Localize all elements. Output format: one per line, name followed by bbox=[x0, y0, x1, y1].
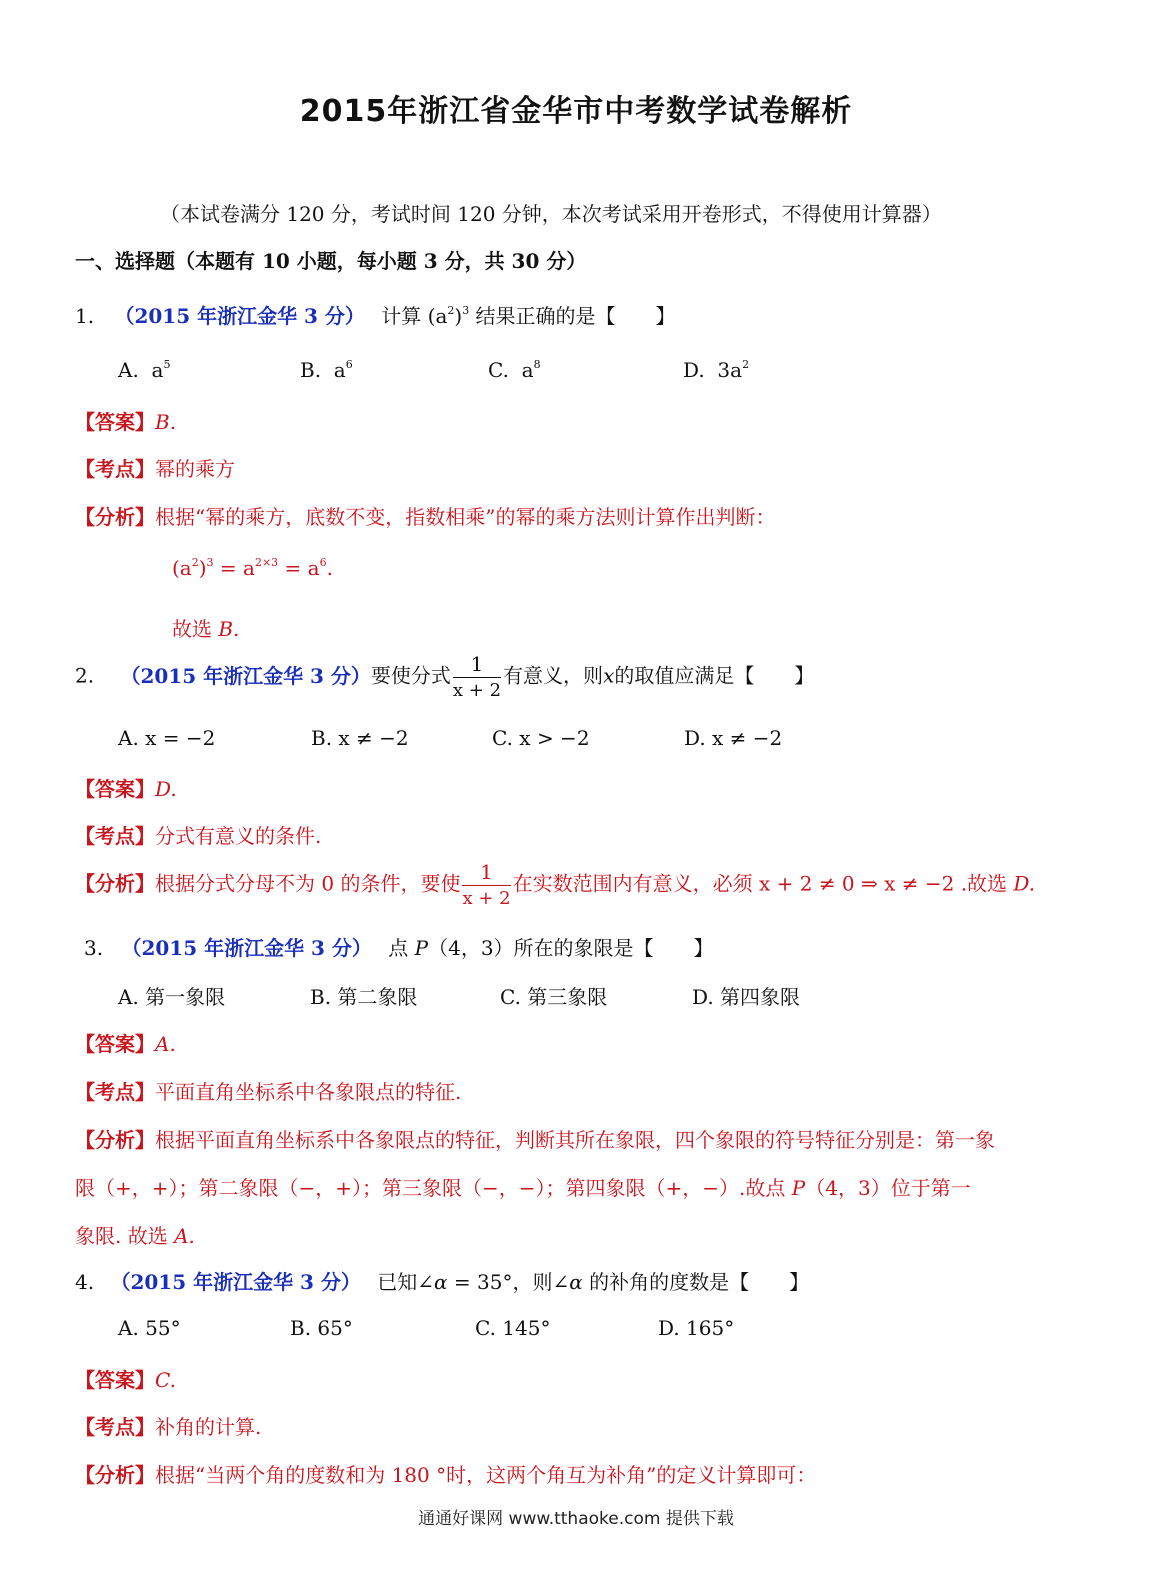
superscript: 8 bbox=[533, 358, 541, 371]
answer-tag: 【答案】 bbox=[75, 1032, 155, 1056]
answer-value: C. bbox=[155, 1368, 176, 1392]
question-4-stem bbox=[75, 1266, 809, 1295]
point-text: 补角的计算. bbox=[155, 1415, 262, 1439]
point-line bbox=[75, 1076, 461, 1105]
superscript: 2 bbox=[447, 304, 455, 317]
answer-line bbox=[75, 406, 176, 435]
point-tag: 【考点】 bbox=[75, 824, 155, 848]
question-1-stem bbox=[75, 300, 676, 329]
fraction-numerator: 1 bbox=[453, 654, 501, 678]
variable: x bbox=[603, 663, 615, 688]
option-label: B. bbox=[300, 358, 322, 382]
question-source: （2015 年浙江金华 3 分） bbox=[114, 304, 365, 328]
formula-text: = a bbox=[213, 556, 255, 580]
superscript: 2 bbox=[742, 358, 750, 371]
analysis-choice: D. bbox=[1013, 871, 1036, 896]
stem-text: 已知∠ bbox=[377, 1270, 435, 1294]
analysis-text: 根据“当两个角的度数和为 180 °时，这两个角互为补角”的定义计算即可： bbox=[155, 1463, 817, 1487]
analysis-line bbox=[75, 862, 1035, 908]
variable: P bbox=[414, 936, 429, 960]
analysis-text: 根据“幂的乘方，底数不变，指数相乘”的幂的乘方法则计算作出判断： bbox=[155, 505, 776, 529]
answer-tag: 【答案】 bbox=[75, 777, 155, 801]
option-c bbox=[488, 358, 541, 382]
answer-tag: 【答案】 bbox=[75, 1368, 155, 1392]
variable: α bbox=[569, 1270, 583, 1294]
answer-tag: 【答案】 bbox=[75, 410, 155, 434]
option-label: A. bbox=[118, 358, 139, 382]
question-source: （2015 年浙江金华 3 分） bbox=[121, 936, 372, 960]
page-footer: 通通好课网 www.tthaoke.com 提供下载 bbox=[418, 1509, 734, 1529]
stem-text: 结果正确的是【 】 bbox=[469, 304, 676, 328]
section-heading: 一、选择题（本题有 10 小题，每小题 3 分，共 30 分） bbox=[75, 249, 587, 273]
option-b: B. 第二象限 bbox=[310, 985, 418, 1009]
work-formula bbox=[172, 556, 333, 580]
point-text: 幂的乘方 bbox=[155, 457, 235, 481]
fraction bbox=[462, 862, 510, 908]
option-a: A. x = −2 bbox=[118, 726, 216, 750]
stem-text: （4，3）所在的象限是【 】 bbox=[428, 936, 714, 960]
answer-value: B. bbox=[155, 410, 177, 434]
analysis-tag: 【分析】 bbox=[75, 505, 155, 529]
analysis-text: 在实数范围内有意义，必须 x + 2 ≠ 0 ⇒ x ≠ −2 .故选 bbox=[512, 871, 1014, 896]
superscript: 6 bbox=[345, 358, 353, 371]
answer-line bbox=[75, 773, 177, 802]
question-source: （2015 年浙江金华 3 分） bbox=[120, 663, 371, 688]
analysis-line bbox=[75, 1124, 995, 1153]
formula-text: = a bbox=[278, 556, 320, 580]
point-line bbox=[75, 453, 235, 482]
answer-line bbox=[75, 1364, 176, 1393]
stem-text: ) bbox=[454, 304, 463, 328]
question-3-stem bbox=[84, 932, 714, 961]
fraction bbox=[453, 654, 501, 700]
analysis-choice: A. bbox=[174, 1224, 195, 1248]
answer-line bbox=[75, 1028, 176, 1057]
point-tag: 【考点】 bbox=[75, 1415, 155, 1439]
analysis-text: 根据平面直角坐标系中各象限点的特征，判断其所在象限，四个象限的符号特征分别是：第一象 bbox=[155, 1128, 995, 1152]
option-d: D. x ≠ −2 bbox=[684, 726, 783, 750]
point-text: 分式有意义的条件. bbox=[155, 824, 322, 848]
option-label: D. bbox=[683, 358, 705, 382]
superscript: 3 bbox=[206, 556, 214, 569]
point-line bbox=[75, 1411, 261, 1440]
analysis-text: 根据分式分母不为 0 的条件，要使 bbox=[155, 871, 461, 896]
option-c: C. 第三象限 bbox=[500, 985, 608, 1009]
option-value: a bbox=[333, 358, 346, 382]
variable: P bbox=[791, 1176, 806, 1200]
option-d: D. 165° bbox=[658, 1316, 735, 1340]
analysis-line-3 bbox=[75, 1220, 195, 1249]
superscript: 6 bbox=[319, 556, 327, 569]
formula-text: (a bbox=[172, 556, 192, 580]
option-d bbox=[683, 358, 749, 382]
analysis-line bbox=[75, 1459, 816, 1488]
analysis-text: （4，3）位于第一 bbox=[805, 1176, 971, 1200]
option-c: C. x > −2 bbox=[492, 726, 590, 750]
stem-text: 的补角的度数是【 】 bbox=[582, 1270, 810, 1294]
option-b bbox=[300, 358, 353, 382]
option-value: a bbox=[521, 358, 534, 382]
point-line bbox=[75, 820, 321, 849]
fraction-denominator: x + 2 bbox=[452, 680, 502, 701]
question-number: 1. bbox=[75, 304, 95, 328]
option-d: D. 第四象限 bbox=[692, 985, 801, 1009]
exam-note: （本试卷满分 120 分，考试时间 120 分钟，本次考试采用开卷形式，不得使用计算器） bbox=[160, 202, 942, 226]
analysis-text: 象限. 故选 bbox=[75, 1224, 175, 1248]
option-label: C. bbox=[488, 358, 509, 382]
point-tag: 【考点】 bbox=[75, 1080, 155, 1104]
stem-text: 的取值应满足【 】 bbox=[614, 663, 815, 688]
stem-text: 要使分式 bbox=[370, 663, 451, 688]
stem-text: 计算 (a bbox=[381, 304, 448, 328]
superscript: 2×3 bbox=[254, 556, 279, 569]
stem-text: 有意义，则 bbox=[503, 663, 604, 688]
stem-text: = 35°，则∠ bbox=[447, 1270, 570, 1294]
option-c: C. 145° bbox=[475, 1316, 551, 1340]
option-a: A. 第一象限 bbox=[118, 985, 226, 1009]
analysis-line-2 bbox=[75, 1172, 971, 1201]
point-text: 平面直角坐标系中各象限点的特征. bbox=[155, 1080, 462, 1104]
option-a bbox=[118, 358, 170, 382]
question-number: 3. bbox=[84, 936, 104, 960]
option-a: A. 55° bbox=[118, 1316, 181, 1340]
question-2-stem bbox=[75, 654, 814, 700]
analysis-line bbox=[75, 501, 775, 530]
question-source: （2015 年浙江金华 3 分） bbox=[110, 1270, 361, 1294]
variable: α bbox=[434, 1270, 448, 1294]
conclusion-choice: B. bbox=[218, 617, 240, 641]
superscript: 2 bbox=[191, 556, 199, 569]
question-number: 2. bbox=[75, 663, 95, 688]
option-b: B. x ≠ −2 bbox=[311, 726, 409, 750]
conclusion-text: 故选 bbox=[172, 617, 219, 641]
superscript: 5 bbox=[163, 358, 171, 371]
option-value: 3a bbox=[717, 358, 743, 382]
superscript: 3 bbox=[462, 304, 470, 317]
point-tag: 【考点】 bbox=[75, 457, 155, 481]
fraction-numerator: 1 bbox=[462, 862, 510, 886]
formula-text: ) bbox=[198, 556, 207, 580]
analysis-tag: 【分析】 bbox=[75, 1128, 155, 1152]
page-title: 2015年浙江省金华市中考数学试卷解析 bbox=[299, 94, 853, 129]
option-value: a bbox=[151, 358, 164, 382]
fraction-denominator: x + 2 bbox=[462, 888, 511, 909]
conclusion-line bbox=[172, 613, 239, 642]
analysis-tag: 【分析】 bbox=[75, 871, 155, 896]
option-b: B. 65° bbox=[290, 1316, 353, 1340]
formula-text: . bbox=[326, 556, 333, 580]
answer-value: D. bbox=[155, 777, 177, 801]
question-number: 4. bbox=[75, 1270, 95, 1294]
answer-value: A. bbox=[155, 1032, 176, 1056]
analysis-tag: 【分析】 bbox=[75, 1463, 155, 1487]
stem-text: 点 bbox=[388, 936, 415, 960]
analysis-text: 限（+，+）；第二象限（−，+）；第三象限（−，−）；第四象限（+，−）.故点 bbox=[75, 1176, 792, 1200]
